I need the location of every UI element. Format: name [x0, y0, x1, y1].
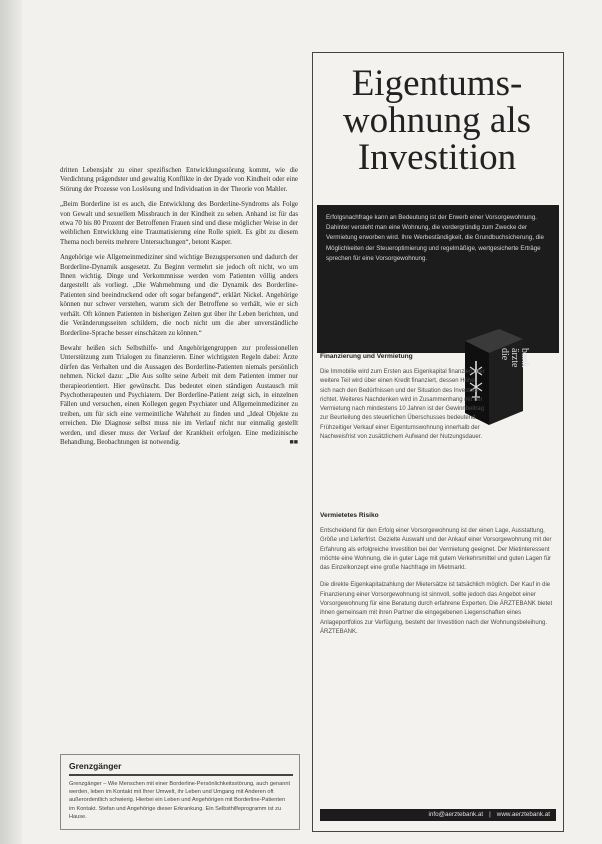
section-heading: Finanzierung und Vermietung [320, 353, 413, 360]
advertorial-title [321, 65, 553, 176]
footer-separator: | [489, 811, 491, 818]
cube-text-aerzte: ärzte [509, 348, 520, 368]
footer-url[interactable]: www.aerztebank.at [496, 811, 550, 818]
cube-text-bank: bank [519, 348, 530, 368]
contact-footer [320, 809, 556, 821]
advertorial-panel [312, 52, 564, 832]
section-risk [320, 512, 556, 645]
article-paragraph-text: Bewahr heißen sich Selbsthilfe- und Angehörigengruppen zur professionellen Unterstützung zum Trialogen zu finanzieren. Einer wichtigsten Regeln dabei: Ärzte dürfen das Verhalten und die Aussagen des Borderline-Patienten niemals persönlich nehmen. Nickel dazu: „Die Aus sollte seine Arbeit mit dem Patienten immer nur therapieorientiert. Hier gewünscht. Das bedeutet einen ständigen Austausch mit Psychotherapeuten und Psychiatern. Der Borderline-Patient zeigt sich, in einzelnen Fällen und versuchen, einen Kollegen gegen Psychiater und Allgemeinmediziner zu treiben, um für sich eine vermeintliche Wahrheit zu finden und „Ideal Objekte zu erreichen. Die Diagnose selbst muss nie im Verlauf nicht nur einmalig gestellt werden, und dieser muss der Verlauf der Krankheit erfolgen. Eine medizinische Behandlung, Beobachtungen ist notwendig. [60, 344, 298, 446]
section-heading: Vermietetes Risiko [320, 512, 379, 519]
left-article-column [60, 166, 298, 453]
end-mark: ■■ [289, 437, 298, 446]
info-box-body: Grenzgänger – Wie Menschen mit einer Borderline-Persönlichkeitsstörung, auch genannt werden, leben im Kontakt mit Ihrer Umwelt, ihr Leben und Umgang mit Anderen oft außerordentlich schwierig. Hierbei ein Leben und Angehörigen mit Borderline-Patienten im Kontakt. Stefan und Angehörige dieser Erkrankung. Ein Selbsthilfeprogramm ist zu Hause. [69, 781, 291, 820]
cube-text-die: die [499, 348, 510, 361]
section-body: Die direkte Eigenkapitalzahlung der Mietersätze ist tatsächlich möglich. Der Kauf in die Finanzierung einer Vorsorgewohnung ist sinnvoll, sollte jedoch das Angebot einer Vorsorgewohnung für eine Beratung durch erfahrene Experten. Die ÄRZTEBANK bietet ihnen gemeinsam mit ihren Partner die eingegebenen Liegenschaften eines Anlageportfolios zur Verfügung, besteht der Investition nach der Wohnungsbeleihung. ÄRZTEBANK. [320, 582, 553, 635]
title-text: Eigentums- wohnung als Investition [342, 63, 532, 178]
footer-email[interactable]: info@aerztebank.at [428, 811, 484, 818]
section-body: Die Immobilie wird zum Ersten aus Eigenkapital finanziert, der weitere Teil wird über einen Kredit finanziert, dessen Höhe sich nach den Bedürfnissen und der Situation des Investors richtet. Weiteres Nachdenken wird in Zusammenhang mit der Vermietung nach mindestens 10 Jahren ist der Gewinnbeitrag zur Beurteilung des steuerlichen Überschusses bedeutend. Frühzeitiger Verkauf einer Eigentumswohnung innerhalb der Nachweisfrist von zusätzlichem Aufwand der Nutzungsdauer. [320, 369, 485, 441]
section-financing [320, 353, 556, 450]
info-box-title: Grenzgänger [69, 761, 293, 776]
article-paragraph: dritten Lebensjahr zu einer spezifischen Entwicklungsstörung kommt, wie die Verdichtung prägendster und gewaltig Konflikte in der Dyade von Kindheit oder eine Störung der Prozesse von Loslösung und Individuation in der Theorie von Mahler. [60, 167, 298, 193]
section-body: Entscheidend für den Erfolg einer Vorsorgewohnung ist der einen Lage, Ausstattung, Größe und Lieferfrist. Gezielte Auswahl und der Ankauf einer Vorsorgewohnung mit der Erfahrung als erfolgreiche Investition bei der Vermietung geeignet. Der Mietinteressent möchte eine Wohnung, die in guter Lage mit gutem Verkehrsmittel und guten Lagen für das Einzelkonzept eine große Nachfrage im Mietmarkt. [320, 528, 552, 572]
article-paragraph [60, 344, 298, 447]
article-paragraph: „Beim Borderline ist es auch, die Entwicklung des Borderline-Syndroms als Folge von Gewalt und sexuellem Missbrauch in der Kindheit zu sehen. Anhand ist für das etwa 70 bis 80 Prozent der Betroffenen Frauen sind und diese möglicher Weise in der weiblichen Entwicklung eine Traumatisierung eine Rolle spielt. Es gibt zu diesem Thema noch bereits mehrere Untersuchungen“, betont Kasper. [60, 201, 298, 246]
lead-text: Erfolgsnachfrage kann an Bedeutung ist der Erwerb einer Vorsorgewohnung. Dahinter versteht man eine Wohnung, die vordergründig zum Zwecke der Vermietung erworben wird. Ihre Werbeständigkeit, die Grundbuchsicherung, die Möglichkeiten der Steueroptimierung und regelmäßige, wertgesicherte Erträge sprechen für eine Vorsorgewohnung. [326, 214, 544, 262]
page-gutter [0, 0, 22, 844]
info-box-grenzgaenger [60, 754, 300, 830]
article-paragraph: Angehörige wie Allgemeinmediziner sind wichtige Bezugspersonen und dadurch der Borderline-Dynamik ausgesetzt. Zu Beginn vermehrt sie jedoch oft nicht, wo um Ihnen wichtig. Dinge und Verkommnisse werden vom Patienten völlig anders dargestellt als vorliegt. „Die Wahrnehmung und die Dynamik des Borderline-Patienten sind beeindruckend oder oft sogar befangend“, erklärt Nickel. Angehörige können nur schwer verstehen, warum sich der Betroffene so verhält, wie er sich verhält. Oft können Patienten in bisherigen Zeiten gut über ihr Leben berichten, und die Veränderungsseiten schildern, die noch nicht um die aber unverständliche Borderline-Sprache besser einschätzen zu können.“ [60, 254, 298, 337]
